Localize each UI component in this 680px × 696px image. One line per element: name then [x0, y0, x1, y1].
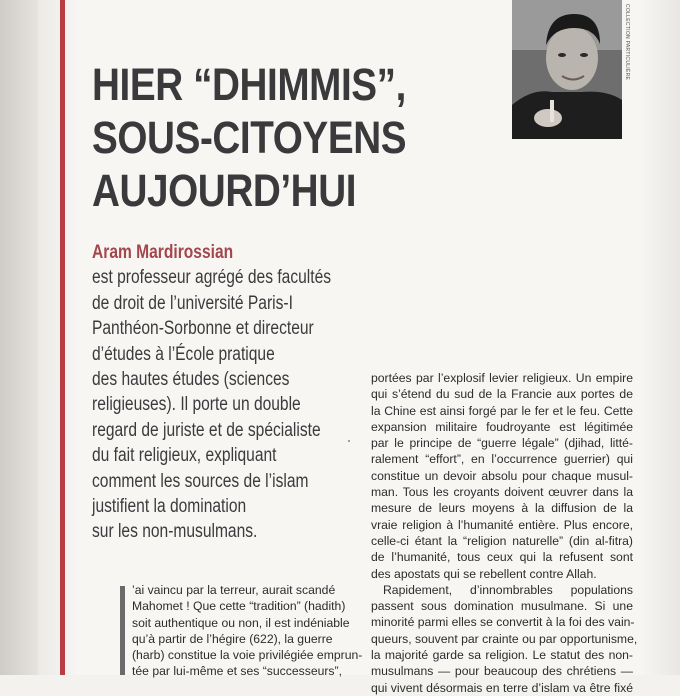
author-bio-line: comment les sources de l’islam — [92, 470, 309, 492]
body-line: qui vivent désormais en terre d’islam va être fixé — [371, 680, 633, 695]
author-bio-line: sur les non-musulmans. — [92, 521, 258, 543]
body-line: qui s’étend du sud de la Francie aux portes de — [371, 387, 633, 402]
body-line: la majorité garde sa religion. Le statut des non- — [371, 648, 633, 663]
body-line: Mahomet ! Que cette “tradition” (hadith) — [132, 599, 346, 614]
headline-line-2: SOUS-CITOYENS — [92, 112, 407, 163]
author-bio-line: est professeur agrégé des facultés — [92, 267, 332, 289]
body-line: tée par lui-même et ses “successeurs”, — [132, 664, 342, 679]
body-line: minorité parmi elles se convertit à la foi des vain- — [371, 615, 635, 630]
body-line: expansion militaire foudroyante est légitimée — [371, 419, 633, 434]
page-gutter — [0, 0, 38, 675]
body-line: portées par l’explosif levier religieux. Un empire — [371, 371, 633, 385]
body-line: qu’à partir de l’hégire (622), la guerre — [132, 631, 333, 646]
body-line: des apostats qui se rebellent contre Allah. — [371, 566, 597, 581]
author-bio-line: des hautes études (sciences — [92, 369, 290, 391]
author-bio-line: justifient la domination — [92, 496, 247, 518]
author-bio — [92, 240, 338, 545]
body-line: passent sous domination musulmane. Si une — [371, 599, 633, 614]
body-line: de l’humanité, tous ceux qui la refusent sont — [371, 550, 633, 565]
body-line: mesure de leurs moyens à la diffusion de la — [371, 501, 633, 516]
red-margin-rule — [60, 0, 65, 675]
headline — [92, 58, 419, 217]
author-bio-line: du fait religieux, expliquant — [92, 445, 277, 467]
body-line: par le principe de “guerre légale” (djihad, litté- — [371, 436, 633, 451]
author-bio-line: regard de juriste et de spécialiste — [92, 419, 321, 441]
body-line: celle-ci étant la “religion naturelle” (din al-fitra) — [371, 533, 633, 548]
body-line: musulmans — pour beaucoup des chrétiens — — [371, 664, 633, 679]
body-column-left — [120, 582, 363, 680]
author-bio-line: d’études à l’École pratique — [92, 343, 275, 365]
portrait-illustration — [512, 0, 622, 139]
author-bio-line: Panthéon-Sorbonne et directeur — [92, 318, 314, 340]
body-line: queurs, souvent par crainte ou par opportunisme, — [371, 631, 638, 646]
headline-line-1: HIER “DHIMMIS”, — [92, 59, 406, 110]
author-portrait-photo — [512, 0, 622, 139]
body-line: la Chine est ainsi forgé par le fer et le feu. Cette — [371, 403, 633, 418]
body-line: man. Tous les croyants doivent œuvrer dans la — [371, 485, 633, 500]
author-bio-line: de droit de l’université Paris-I — [92, 292, 293, 314]
print-speck — [348, 440, 350, 442]
body-line: constitue un devoir absolu pour chaque musul- — [371, 468, 633, 483]
body-column-right — [371, 370, 638, 696]
body-line: Rapidement, d’innombrables populations — [383, 582, 633, 597]
photo-credit: COLLECTION PARTICULIÈRE — [624, 4, 630, 81]
body-line: soit authentique ou non, il est indéniable — [132, 615, 350, 630]
headline-line-3: AUJOURD’HUI — [92, 165, 357, 216]
author-bio-line: religieuses). Il porte un double — [92, 394, 301, 416]
body-line: ralement “effort”, en l’occurrence guerrier) qui — [371, 452, 633, 467]
body-line: ’ai vaincu par la terreur, aurait scandé — [132, 583, 336, 597]
body-line: vraie religion à l’humanité entière. Plus encore, — [371, 517, 633, 532]
body-line: (harb) constitue la voie privilégiée emprun- — [132, 648, 363, 663]
author-name: Aram Mardirossian — [92, 242, 234, 263]
